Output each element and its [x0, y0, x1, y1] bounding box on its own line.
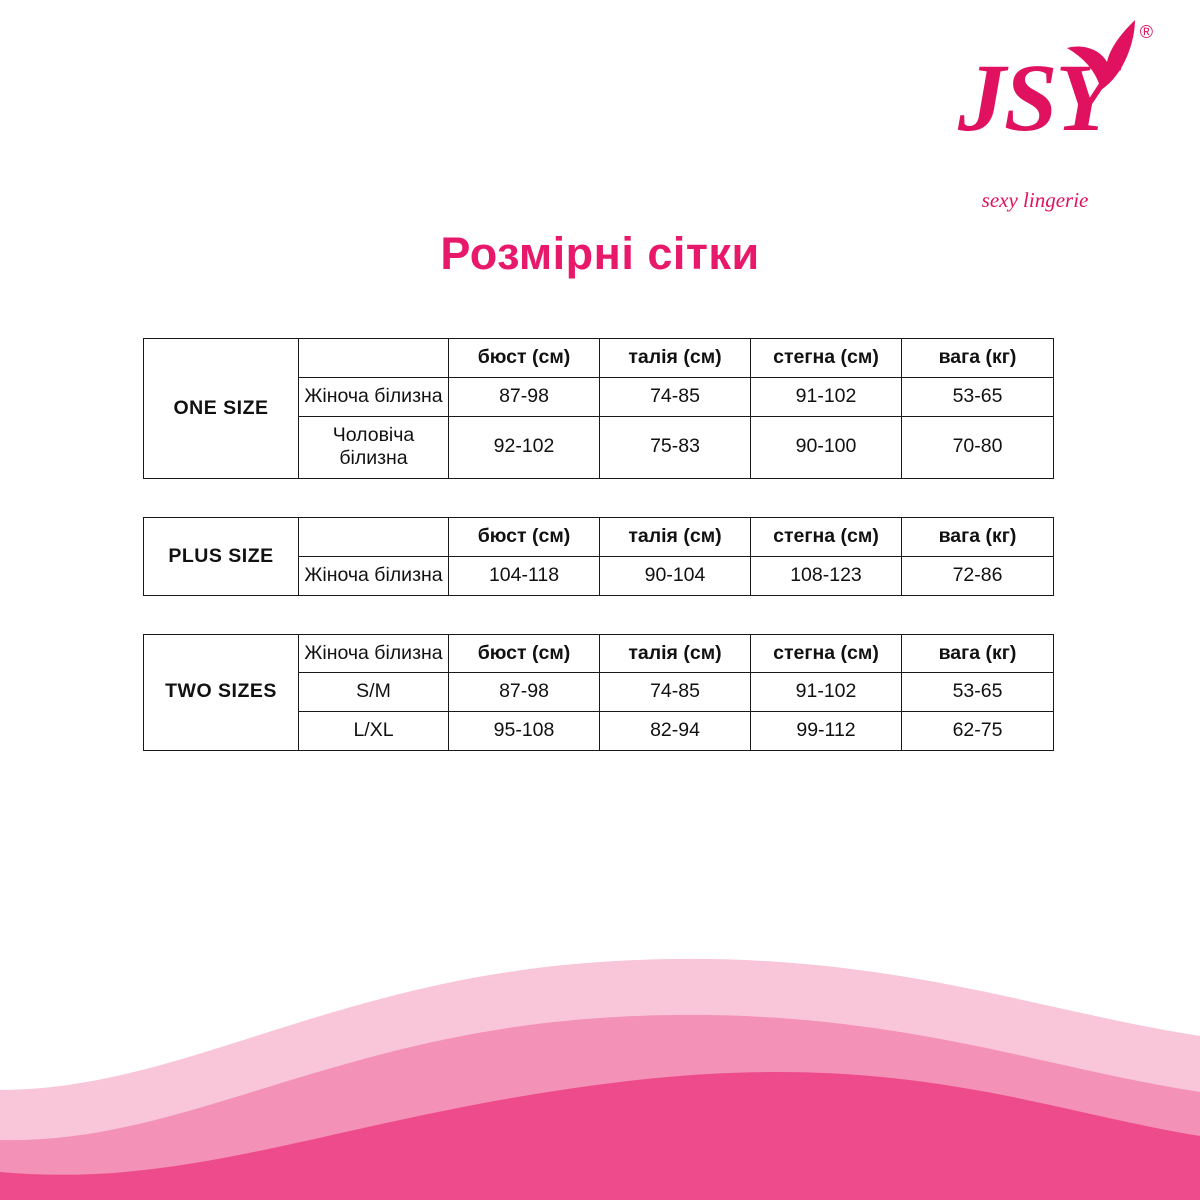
- cell-weight: 53-65: [902, 673, 1054, 712]
- column-header-category: Жіноча білизна: [299, 634, 449, 673]
- column-header-bust: бюст (см): [449, 518, 600, 557]
- column-header-bust: бюст (см): [449, 339, 600, 378]
- size-tables-container: [143, 338, 1053, 789]
- brand-logo: [915, 10, 1155, 220]
- cell-bust: 87-98: [449, 377, 600, 416]
- cell-waist: 74-85: [600, 673, 751, 712]
- cell-waist: 75-83: [600, 416, 751, 479]
- table-label-plus-size: PLUS SIZE: [144, 518, 299, 596]
- cell-waist: 74-85: [600, 377, 751, 416]
- logo-mark: [915, 10, 1155, 180]
- table-plus-size: [143, 517, 1054, 596]
- cell-hips: 99-112: [751, 712, 902, 751]
- table-label-one-size: ONE SIZE: [144, 339, 299, 479]
- cell-weight: 72-86: [902, 556, 1054, 595]
- cell-waist: 82-94: [600, 712, 751, 751]
- cell-hips: 90-100: [751, 416, 902, 479]
- row-header-mens: Чоловіча білизна: [299, 416, 449, 479]
- logo-wordmark: JSY: [957, 44, 1113, 151]
- row-header-womens: Жіноча білизна: [299, 556, 449, 595]
- column-header-weight: вага (кг): [902, 518, 1054, 557]
- cell-waist: 90-104: [600, 556, 751, 595]
- cell-weight: 62-75: [902, 712, 1054, 751]
- page-title: Розмірні сітки: [440, 228, 760, 279]
- table-row: [144, 634, 1054, 673]
- table-one-size: [143, 338, 1054, 479]
- cell-hips: 91-102: [751, 377, 902, 416]
- table-row: [144, 518, 1054, 557]
- cell-bust: 104-118: [449, 556, 600, 595]
- table-two-sizes: [143, 634, 1054, 751]
- header-blank-cell: [299, 339, 449, 378]
- cell-bust: 87-98: [449, 673, 600, 712]
- column-header-weight: вага (кг): [902, 634, 1054, 673]
- column-header-hips: стегна (см): [751, 339, 902, 378]
- cell-bust: 95-108: [449, 712, 600, 751]
- row-header-sm: S/M: [299, 673, 449, 712]
- cell-hips: 91-102: [751, 673, 902, 712]
- column-header-weight: вага (кг): [902, 339, 1054, 378]
- header-blank-cell: [299, 518, 449, 557]
- cell-bust: 92-102: [449, 416, 600, 479]
- column-header-hips: стегна (см): [751, 634, 902, 673]
- cell-weight: 53-65: [902, 377, 1054, 416]
- logo-tagline: sexy lingerie: [981, 188, 1089, 212]
- registered-mark-icon: ®: [1139, 22, 1153, 42]
- column-header-waist: талія (см): [600, 518, 751, 557]
- cell-weight: 70-80: [902, 416, 1054, 479]
- column-header-waist: талія (см): [600, 634, 751, 673]
- column-header-waist: талія (см): [600, 339, 751, 378]
- column-header-bust: бюст (см): [449, 634, 600, 673]
- decorative-waves: [0, 940, 1200, 1200]
- table-row: [144, 339, 1054, 378]
- cell-hips: 108-123: [751, 556, 902, 595]
- row-header-womens: Жіноча білизна: [299, 377, 449, 416]
- column-header-hips: стегна (см): [751, 518, 902, 557]
- row-header-lxl: L/XL: [299, 712, 449, 751]
- table-label-two-sizes: TWO SIZES: [144, 634, 299, 750]
